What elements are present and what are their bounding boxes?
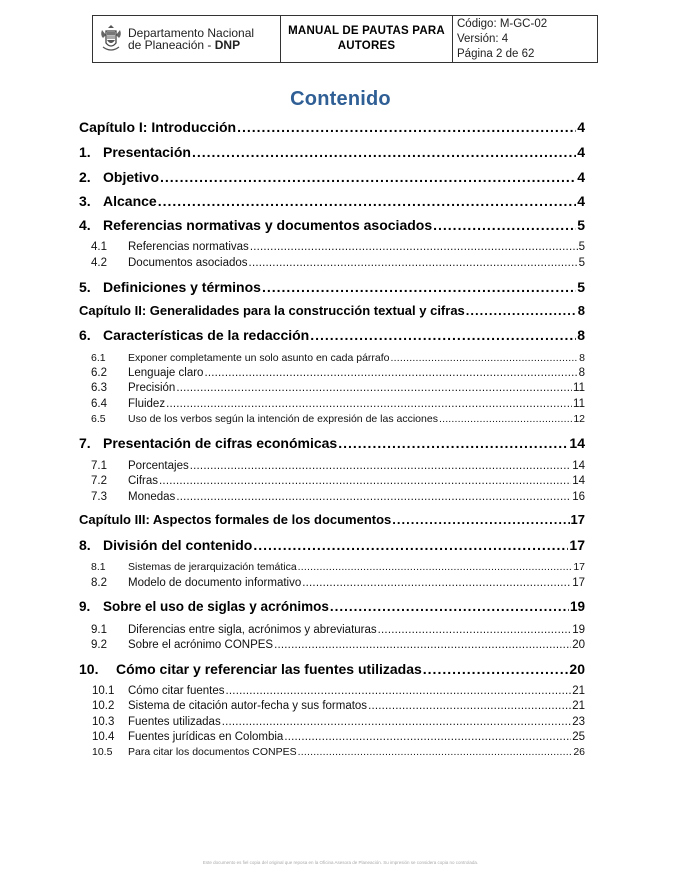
toc-entry-text: Fuentes utilizadas — [128, 716, 221, 728]
toc-entry-text: Características de la redacción — [103, 327, 310, 343]
toc-entry-page: 8 — [577, 327, 585, 343]
footer-disclaimer: Este documento es fiel copia del original que reposa en la Oficina Asesora de Planeación. Su impresión se considera copia no controlada. — [202, 860, 479, 865]
toc-entry-chapter-1[interactable] — [79, 119, 585, 135]
dot-leader — [176, 491, 571, 503]
toc-entry-4-1[interactable] — [91, 241, 585, 253]
toc-entry-8[interactable] — [79, 537, 585, 553]
toc-entry-page: 11 — [573, 398, 585, 410]
toc-entry-number: 4.1 — [91, 241, 107, 253]
toc-entry-number: 10.2 — [92, 700, 115, 712]
toc-entry-10-2[interactable] — [92, 700, 585, 712]
toc-entry-number: 10.5 — [92, 746, 113, 758]
toc-entry-text: Capítulo I: Introducción — [79, 119, 237, 135]
toc-entry-text: Documentos asociados — [128, 257, 248, 269]
page-indicator: Página 2 de 62 — [457, 48, 535, 60]
toc-entry-text: Lenguaje claro — [128, 367, 204, 379]
toc-entry-page: 16 — [572, 491, 585, 503]
toc-entry-9[interactable] — [79, 599, 585, 614]
dot-leader — [204, 367, 577, 379]
toc-entry-5[interactable] — [79, 279, 585, 295]
toc-entry-chapter-3[interactable] — [79, 512, 585, 527]
toc-entry-text: Sobre el acrónimo CONPES — [128, 639, 274, 651]
dot-leader — [226, 685, 572, 697]
org-acronym: DNP — [214, 38, 241, 52]
toc-entry-number: 10.3 — [92, 716, 115, 728]
toc-entry-number: 6. — [79, 327, 91, 343]
toc-entry-page: 5 — [577, 279, 585, 295]
toc-entry-text: Objetivo — [103, 169, 160, 185]
dot-leader — [378, 624, 572, 636]
dot-leader — [250, 241, 578, 253]
dot-leader — [249, 257, 578, 269]
dot-leader — [274, 639, 571, 651]
document-code: Código: M-GC-02 — [457, 18, 548, 30]
toc-entry-text: Presentación — [103, 144, 191, 160]
toc-entry-page: 11 — [573, 382, 585, 394]
toc-entry-number: 6.1 — [91, 352, 106, 364]
toc-entry-number: 10.4 — [92, 731, 115, 743]
toc-entry-number: 2. — [79, 169, 91, 185]
toc-entry-6-5[interactable] — [91, 413, 585, 425]
toc-entry-text: Definiciones y términos — [103, 279, 261, 295]
toc-entry-number: 6.5 — [91, 413, 106, 425]
toc-entry-number: 10. — [79, 661, 99, 677]
toc-entry-page: 17 — [573, 561, 585, 573]
toc-entry-page: 4 — [577, 119, 585, 135]
toc-entry-text: Modelo de documento informativo — [128, 577, 302, 589]
dot-leader — [253, 537, 568, 553]
toc-entry-text: Alcance — [103, 193, 157, 209]
dot-leader — [433, 217, 576, 233]
toc-entry-text: Sobre el uso de siglas y acrónimos — [103, 599, 329, 614]
toc-entry-text: División del contenido — [103, 537, 253, 553]
coat-of-arms-icon — [99, 23, 123, 55]
toc-entry-number: 9.1 — [91, 624, 107, 636]
toc-entry-number: 9. — [79, 599, 91, 614]
toc-entry-number: 1. — [79, 144, 91, 160]
toc-entry-number: 6.3 — [91, 382, 107, 394]
toc-entry-text: Capítulo II: Generalidades para la construcción textual y cifras — [79, 303, 465, 318]
dot-leader — [466, 303, 577, 318]
dot-leader — [368, 700, 571, 712]
toc-entry-page: 19 — [569, 599, 585, 614]
toc-entry-page: 5 — [578, 241, 585, 253]
toc-entry-8-2[interactable] — [91, 577, 585, 589]
toc-entry-8-1[interactable] — [91, 561, 585, 573]
toc-entry-2[interactable] — [79, 169, 585, 185]
toc-entry-text: Cómo citar fuentes — [128, 685, 225, 697]
toc-entry-text: Uso de los verbos según la intención de expresión de las acciones — [128, 413, 438, 425]
toc-entry-text: Fluidez — [128, 398, 166, 410]
toc-entry-page: 23 — [572, 716, 585, 728]
toc-entry-page: 25 — [572, 731, 585, 743]
toc-entry-text: Monedas — [128, 491, 176, 503]
dot-leader — [338, 435, 568, 451]
toc-entry-7-2[interactable] — [91, 475, 585, 487]
toc-entry-text: Sistema de citación autor-fecha y sus formatos — [128, 700, 368, 712]
toc-entry-chapter-2[interactable] — [79, 303, 585, 318]
toc-entry-page: 4 — [577, 193, 585, 209]
toc-entry-text: Capítulo III: Aspectos formales de los documentos — [79, 512, 392, 527]
dot-leader — [392, 512, 569, 527]
toc-entry-page: 14 — [572, 475, 585, 487]
toc-entry-number: 9.2 — [91, 639, 107, 651]
dot-leader — [298, 561, 573, 573]
toc-entry-number: 8.1 — [91, 561, 106, 573]
toc-entry-page: 4 — [577, 169, 585, 185]
toc-entry-text: Diferencias entre sigla, acrónimos y abreviaturas — [128, 624, 377, 636]
toc-entry-number: 4. — [79, 217, 91, 233]
manual-title: MANUAL DE PAUTAS PARA AUTORES — [281, 16, 453, 62]
toc-entry-7[interactable] — [79, 435, 585, 451]
toc-entry-6-2[interactable] — [91, 367, 585, 379]
toc-entry-text: Cifras — [128, 475, 159, 487]
org-name-line2: de Planeación - — [128, 38, 215, 52]
toc-entry-text: Cómo citar y referenciar las fuentes utilizadas — [116, 661, 422, 677]
dot-leader — [160, 169, 576, 185]
toc-entry-page: 8 — [578, 367, 585, 379]
toc-entry-page: 5 — [578, 257, 585, 269]
toc-entry-page: 4 — [577, 144, 585, 160]
toc-entry-page: 20 — [569, 661, 585, 677]
org-name-line1: Departamento Nacional — [128, 25, 255, 40]
toc-entry-number: 7.1 — [91, 460, 107, 472]
toc-entry-page: 8 — [579, 352, 585, 364]
toc-entry-number: 7.3 — [91, 491, 107, 503]
toc-entry-number: 6.2 — [91, 367, 107, 379]
toc-entry-text: Presentación de cifras económicas — [103, 435, 338, 451]
toc-entry-number: 4.2 — [91, 257, 107, 269]
dot-leader — [302, 577, 571, 589]
toc-entry-9-2[interactable] — [91, 639, 585, 651]
toc-entry-number: 7. — [79, 435, 91, 451]
toc-entry-page: 17 — [570, 512, 585, 527]
toc-entry-text: Referencias normativas y documentos asociados — [103, 217, 433, 233]
dot-leader — [237, 119, 576, 135]
dot-leader — [423, 661, 569, 677]
dot-leader — [166, 398, 572, 410]
toc-entry-10-4[interactable] — [92, 731, 585, 743]
dot-leader — [222, 716, 572, 728]
dot-leader — [158, 193, 577, 209]
toc-entry-page: 12 — [573, 413, 585, 425]
toc-entry-page: 21 — [572, 700, 585, 712]
dot-leader — [262, 279, 576, 295]
toc-entry-number: 7.2 — [91, 475, 107, 487]
dot-leader — [330, 599, 569, 614]
toc-entry-number: 5. — [79, 279, 91, 295]
toc-entry-page: 20 — [572, 639, 585, 651]
toc-entry-number: 8. — [79, 537, 91, 553]
dot-leader — [310, 327, 576, 343]
toc-entry-number: 3. — [79, 193, 91, 209]
toc-entry-1[interactable] — [79, 144, 585, 160]
toc-entry-page: 14 — [572, 460, 585, 472]
toc-entry-page: 26 — [573, 746, 585, 758]
toc-entry-9-1[interactable] — [91, 624, 585, 636]
toc-entry-text: Precisión — [128, 382, 176, 394]
toc-entry-text: Referencias normativas — [128, 241, 249, 253]
document-meta — [453, 16, 597, 62]
toc-entry-page: 17 — [572, 577, 585, 589]
toc-entry-text: Sistemas de jerarquización temática — [128, 561, 297, 573]
toc-entry-text: Fuentes jurídicas en Colombia — [128, 731, 284, 743]
toc-entry-page: 21 — [572, 685, 585, 697]
dot-leader — [192, 144, 576, 160]
toc-entry-6-1[interactable] — [91, 352, 585, 364]
dot-leader — [298, 746, 573, 758]
dot-leader — [284, 731, 571, 743]
dot-leader — [391, 352, 579, 364]
toc-entry-7-1[interactable] — [91, 460, 585, 472]
toc-entry-10[interactable] — [79, 661, 585, 677]
toc-entry-7-3[interactable] — [91, 491, 585, 503]
document-version: Versión: 4 — [457, 33, 509, 45]
toc-entry-3[interactable] — [79, 193, 585, 209]
toc-title: Contenido — [290, 88, 391, 110]
toc-entry-10-3[interactable] — [92, 716, 585, 728]
toc-entry-4-2[interactable] — [91, 257, 585, 269]
dot-leader — [439, 413, 572, 425]
toc-entry-page: 19 — [572, 624, 585, 636]
toc-entry-6[interactable] — [79, 327, 585, 343]
toc-entry-text: Exponer completamente un solo asunto en cada párrafo — [128, 352, 390, 364]
document-header — [92, 15, 598, 63]
toc-entry-6-3[interactable] — [91, 382, 585, 394]
toc-entry-page: 17 — [569, 537, 585, 553]
dot-leader — [159, 475, 571, 487]
toc-entry-text: Para citar los documentos CONPES — [128, 746, 297, 758]
toc-entry-number: 8.2 — [91, 577, 107, 589]
toc-entry-10-5[interactable] — [92, 746, 585, 758]
toc-entry-10-1[interactable] — [92, 685, 585, 697]
toc-entry-page: 14 — [569, 435, 585, 451]
toc-entry-4[interactable] — [79, 217, 585, 233]
toc-entry-page: 8 — [577, 303, 585, 318]
dot-leader — [176, 382, 572, 394]
toc-entry-text: Porcentajes — [128, 460, 189, 472]
org-name — [128, 27, 254, 52]
toc-entry-number: 6.4 — [91, 398, 107, 410]
toc-entry-number: 10.1 — [92, 685, 115, 697]
dot-leader — [190, 460, 571, 472]
toc-entry-6-4[interactable] — [91, 398, 585, 410]
toc-entry-page: 5 — [577, 217, 585, 233]
dnp-logo — [93, 16, 281, 62]
